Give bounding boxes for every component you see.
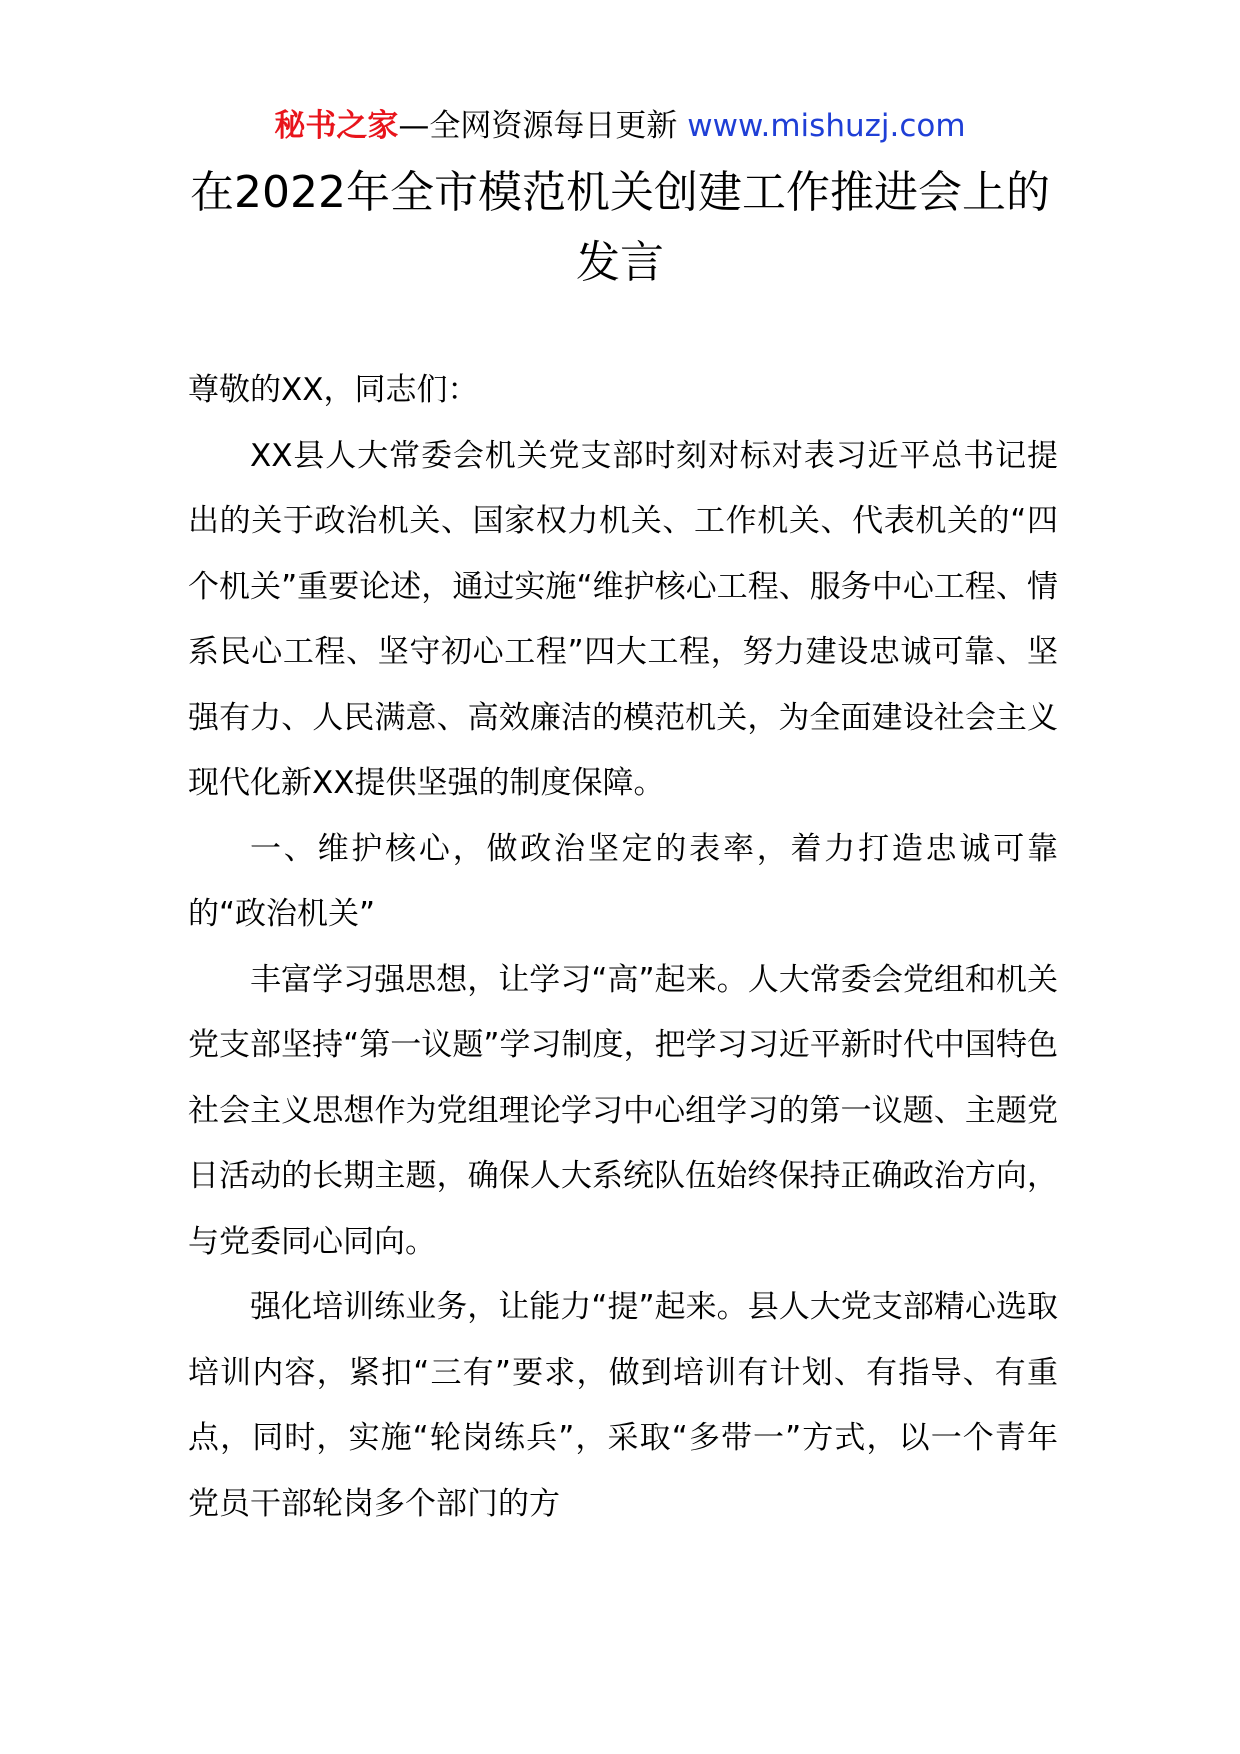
watermark-slogan: —全网资源每日更新 bbox=[398, 108, 678, 144]
watermark-url[interactable]: www.mishuzj.com bbox=[687, 108, 966, 144]
paragraph-intro: XX县人大常委会机关党支部时刻对标对表习近平总书记提出的关于政治机关、国家权力机关、工作机关、代表机关的“四个机关”重要论述，通过实施“维护核心工程、服务中心工程、情系民心工程、坚守初心工程”四大工程，努力建设忠诚可靠、坚强有力、人民满意、高效廉洁的模范机关，为全面建设社会主义现代化新XX提供坚强的制度保障。 bbox=[188, 437, 1058, 801]
watermark-header bbox=[0, 104, 1240, 148]
paragraph-training: 强化培训练业务，让能力“提”起来。县人大党支部精心选取培训内容，紧扣“三有”要求，做到培训有计划、有指导、有重点，同时，实施“轮岗练兵”，采取“多带一”方式，以一个青年党员干部轮岗多个部门的方 bbox=[188, 1289, 1058, 1522]
watermark-brand: 秘书之家 bbox=[274, 108, 399, 144]
salutation: 尊敬的XX，同志们： bbox=[188, 372, 479, 408]
document-body bbox=[188, 358, 1058, 1537]
document-title: 在2022年全市模范机关创建工作推进会上的发言 bbox=[190, 167, 1050, 288]
paragraph-study: 丰富学习强思想，让学习“高”起来。人大常委会党组和机关党支部坚持“第一议题”学习制度，把学习习近平新时代中国特色社会主义思想作为党组理论学习中心组学习的第一议题、主题党日活动的长期主题，确保人大系统队伍始终保持正确政治方向，与党委同心同向。 bbox=[188, 961, 1058, 1260]
section-heading-1: 一、维护核心，做政治坚定的表率，着力打造忠诚可靠的“政治机关” bbox=[188, 830, 1058, 932]
